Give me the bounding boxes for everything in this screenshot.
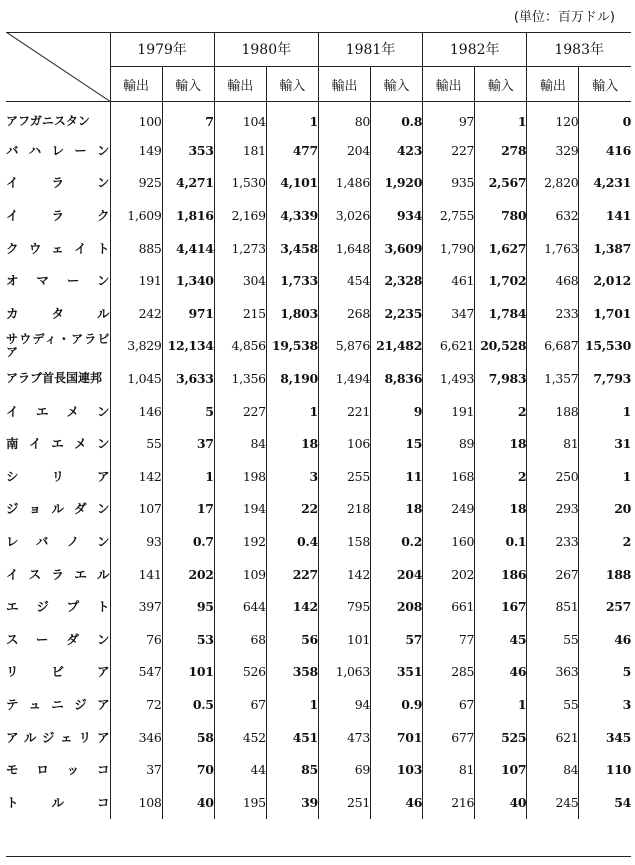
export-header: 輸出 [527, 67, 579, 102]
import-value: 257 [579, 590, 631, 623]
import-value: 345 [579, 721, 631, 754]
import-value: 46 [475, 656, 527, 689]
import-value: 46 [579, 623, 631, 656]
import-value: 8,190 [266, 362, 318, 395]
table-row [6, 264, 631, 297]
export-value: 67 [423, 688, 475, 721]
import-value: 7 [162, 102, 214, 135]
import-value: 0.2 [371, 525, 423, 558]
table-row [6, 786, 631, 819]
import-value: 8,836 [371, 362, 423, 395]
year-header: 1979年 [110, 32, 214, 67]
export-value: 55 [527, 688, 579, 721]
export-value: 1,494 [318, 362, 370, 395]
import-value: 1,816 [162, 199, 214, 232]
export-value: 168 [423, 460, 475, 493]
export-value: 149 [110, 134, 162, 167]
import-value: 142 [266, 590, 318, 623]
export-value: 1,063 [318, 656, 370, 689]
import-value: 353 [162, 134, 214, 167]
export-value: 242 [110, 297, 162, 330]
country-name: オマーン [6, 273, 110, 289]
export-value: 109 [214, 558, 266, 591]
export-value: 37 [110, 753, 162, 786]
export-value: 795 [318, 590, 370, 623]
import-value: 18 [475, 427, 527, 460]
export-value: 526 [214, 656, 266, 689]
table-row [6, 362, 631, 395]
export-value: 346 [110, 721, 162, 754]
table-row [6, 493, 631, 526]
import-header: 輸入 [579, 67, 631, 102]
import-value: 701 [371, 721, 423, 754]
export-value: 885 [110, 232, 162, 265]
export-value: 188 [527, 395, 579, 428]
export-value: 251 [318, 786, 370, 819]
export-value: 80 [318, 102, 370, 135]
year-header: 1980年 [214, 32, 318, 67]
export-value: 181 [214, 134, 266, 167]
import-value: 40 [475, 786, 527, 819]
export-value: 67 [214, 688, 266, 721]
import-value: 53 [162, 623, 214, 656]
year-header-row [6, 32, 631, 67]
import-value: 54 [579, 786, 631, 819]
export-value: 101 [318, 623, 370, 656]
export-value: 227 [423, 134, 475, 167]
country-name: カタル [6, 305, 110, 321]
import-value: 202 [162, 558, 214, 591]
import-value: 15 [371, 427, 423, 460]
import-value: 1,387 [579, 232, 631, 265]
import-value: 12,134 [162, 330, 214, 363]
import-value: 1,920 [371, 167, 423, 200]
import-value: 15,530 [579, 330, 631, 363]
import-value: 278 [475, 134, 527, 167]
import-value: 3,633 [162, 362, 214, 395]
import-value: 9 [371, 395, 423, 428]
export-value: 452 [214, 721, 266, 754]
export-value: 97 [423, 102, 475, 135]
import-value: 1 [162, 460, 214, 493]
table-row [6, 330, 631, 363]
export-value: 84 [214, 427, 266, 460]
export-value: 204 [318, 134, 370, 167]
export-value: 1,763 [527, 232, 579, 265]
import-value: 45 [475, 623, 527, 656]
import-value: 1,627 [475, 232, 527, 265]
import-value: 7,793 [579, 362, 631, 395]
import-value: 0.9 [371, 688, 423, 721]
export-value: 267 [527, 558, 579, 591]
import-value: 2 [475, 395, 527, 428]
export-value: 293 [527, 493, 579, 526]
table-row [6, 525, 631, 558]
export-value: 285 [423, 656, 475, 689]
export-header: 輸出 [110, 67, 162, 102]
export-value: 632 [527, 199, 579, 232]
export-value: 198 [214, 460, 266, 493]
export-value: 1,648 [318, 232, 370, 265]
export-value: 1,530 [214, 167, 266, 200]
import-value: 40 [162, 786, 214, 819]
import-value: 1,733 [266, 264, 318, 297]
export-value: 347 [423, 297, 475, 330]
export-value: 468 [527, 264, 579, 297]
export-value: 227 [214, 395, 266, 428]
country-name: シリア [6, 468, 110, 484]
import-header: 輸入 [475, 67, 527, 102]
import-value: 20 [579, 493, 631, 526]
export-value: 454 [318, 264, 370, 297]
export-value: 216 [423, 786, 475, 819]
import-value: 46 [371, 786, 423, 819]
export-value: 142 [110, 460, 162, 493]
export-value: 249 [423, 493, 475, 526]
import-value: 4,101 [266, 167, 318, 200]
import-value: 0.5 [162, 688, 214, 721]
country-name: モロッコ [6, 762, 110, 778]
import-value: 58 [162, 721, 214, 754]
table-row [6, 134, 631, 167]
export-value: 473 [318, 721, 370, 754]
country-name: ジョルダン [6, 501, 110, 517]
export-value: 191 [423, 395, 475, 428]
export-value: 304 [214, 264, 266, 297]
table-row [6, 721, 631, 754]
export-value: 851 [527, 590, 579, 623]
export-value: 89 [423, 427, 475, 460]
table-row [6, 753, 631, 786]
import-value: 3,458 [266, 232, 318, 265]
country-name: イラン [6, 175, 110, 191]
export-value: 191 [110, 264, 162, 297]
export-value: 84 [527, 753, 579, 786]
export-value: 218 [318, 493, 370, 526]
import-value: 7,983 [475, 362, 527, 395]
export-value: 142 [318, 558, 370, 591]
import-value: 3,609 [371, 232, 423, 265]
export-value: 1,356 [214, 362, 266, 395]
import-value: 1 [475, 102, 527, 135]
country-name: クウェイト [6, 240, 110, 256]
import-value: 0.1 [475, 525, 527, 558]
export-value: 4,856 [214, 330, 266, 363]
export-value: 215 [214, 297, 266, 330]
import-value: 0.4 [266, 525, 318, 558]
export-value: 93 [110, 525, 162, 558]
export-value: 1,486 [318, 167, 370, 200]
year-header: 1982年 [423, 32, 527, 67]
import-value: 19,538 [266, 330, 318, 363]
export-value: 76 [110, 623, 162, 656]
country-name: レバノン [6, 533, 110, 549]
import-value: 20,528 [475, 330, 527, 363]
import-value: 2,567 [475, 167, 527, 200]
trade-table [6, 32, 631, 819]
corner-diagonal [6, 32, 110, 101]
export-value: 255 [318, 460, 370, 493]
import-value: 167 [475, 590, 527, 623]
export-value: 55 [527, 623, 579, 656]
import-value: 141 [579, 199, 631, 232]
export-value: 195 [214, 786, 266, 819]
country-name: リビア [6, 664, 110, 680]
import-value: 39 [266, 786, 318, 819]
export-value: 1,045 [110, 362, 162, 395]
import-value: 31 [579, 427, 631, 460]
import-value: 0 [579, 102, 631, 135]
export-value: 146 [110, 395, 162, 428]
table-row [6, 102, 631, 135]
export-value: 104 [214, 102, 266, 135]
table-bottom-rule [6, 856, 631, 857]
export-value: 221 [318, 395, 370, 428]
import-value: 1 [579, 395, 631, 428]
import-value: 1,340 [162, 264, 214, 297]
import-value: 21,482 [371, 330, 423, 363]
import-value: 18 [475, 493, 527, 526]
import-value: 1,702 [475, 264, 527, 297]
import-value: 0.7 [162, 525, 214, 558]
export-value: 397 [110, 590, 162, 623]
table-row [6, 427, 631, 460]
country-name: イラク [6, 208, 110, 224]
export-value: 461 [423, 264, 475, 297]
export-header: 輸出 [423, 67, 475, 102]
import-value: 1 [266, 395, 318, 428]
import-value: 208 [371, 590, 423, 623]
export-value: 250 [527, 460, 579, 493]
table-row [6, 688, 631, 721]
export-value: 2,169 [214, 199, 266, 232]
table-row [6, 297, 631, 330]
export-value: 107 [110, 493, 162, 526]
country-name: テュニジア [6, 696, 110, 712]
table-row [6, 395, 631, 428]
country-name: 南イエメン [6, 436, 110, 452]
export-value: 158 [318, 525, 370, 558]
import-value: 2,235 [371, 297, 423, 330]
import-value: 351 [371, 656, 423, 689]
export-value: 72 [110, 688, 162, 721]
export-value: 1,273 [214, 232, 266, 265]
import-value: 2,328 [371, 264, 423, 297]
export-value: 661 [423, 590, 475, 623]
year-header: 1981年 [318, 32, 422, 67]
country-name: スーダン [6, 631, 110, 647]
export-value: 233 [527, 525, 579, 558]
country-name: サウディ・アラビア [6, 332, 110, 359]
export-value: 3,026 [318, 199, 370, 232]
import-value: 4,231 [579, 167, 631, 200]
export-value: 55 [110, 427, 162, 460]
country-name: アフガニスタン [6, 113, 90, 128]
import-value: 477 [266, 134, 318, 167]
export-value: 160 [423, 525, 475, 558]
export-value: 233 [527, 297, 579, 330]
import-value: 18 [266, 427, 318, 460]
import-value: 204 [371, 558, 423, 591]
export-value: 6,687 [527, 330, 579, 363]
import-value: 1 [579, 460, 631, 493]
import-value: 17 [162, 493, 214, 526]
export-value: 94 [318, 688, 370, 721]
table-row [6, 199, 631, 232]
table-row [6, 558, 631, 591]
export-value: 141 [110, 558, 162, 591]
import-value: 1 [266, 688, 318, 721]
country-name: アルジェリア [6, 729, 110, 745]
import-value: 451 [266, 721, 318, 754]
table-row [6, 232, 631, 265]
country-name: イエメン [6, 403, 110, 419]
import-value: 227 [266, 558, 318, 591]
import-value: 95 [162, 590, 214, 623]
import-value: 3 [266, 460, 318, 493]
import-value: 525 [475, 721, 527, 754]
import-value: 0.8 [371, 102, 423, 135]
export-value: 268 [318, 297, 370, 330]
export-value: 1,493 [423, 362, 475, 395]
import-value: 1 [266, 102, 318, 135]
import-value: 2 [579, 525, 631, 558]
export-value: 69 [318, 753, 370, 786]
country-name: バハレーン [6, 142, 110, 158]
export-value: 81 [423, 753, 475, 786]
import-value: 57 [371, 623, 423, 656]
import-value: 70 [162, 753, 214, 786]
export-value: 2,820 [527, 167, 579, 200]
export-value: 644 [214, 590, 266, 623]
export-value: 677 [423, 721, 475, 754]
export-value: 1,357 [527, 362, 579, 395]
import-value: 85 [266, 753, 318, 786]
export-value: 81 [527, 427, 579, 460]
import-value: 37 [162, 427, 214, 460]
import-header: 輸入 [162, 67, 214, 102]
table-row [6, 656, 631, 689]
export-header: 輸出 [214, 67, 266, 102]
export-header: 輸出 [318, 67, 370, 102]
country-name: アラブ首長国連邦 [6, 371, 103, 386]
import-value: 416 [579, 134, 631, 167]
import-value: 423 [371, 134, 423, 167]
import-value: 1 [475, 688, 527, 721]
import-value: 5 [579, 656, 631, 689]
corner-cell [6, 32, 110, 102]
import-value: 2,012 [579, 264, 631, 297]
country-name: トルコ [6, 794, 110, 810]
export-value: 106 [318, 427, 370, 460]
export-value: 3,829 [110, 330, 162, 363]
export-value: 1,790 [423, 232, 475, 265]
import-value: 2 [475, 460, 527, 493]
table-row [6, 623, 631, 656]
import-value: 56 [266, 623, 318, 656]
unit-label: (単位：百万ドル) [513, 10, 615, 25]
import-value: 358 [266, 656, 318, 689]
export-value: 108 [110, 786, 162, 819]
import-value: 971 [162, 297, 214, 330]
import-value: 11 [371, 460, 423, 493]
export-value: 68 [214, 623, 266, 656]
import-value: 1,701 [579, 297, 631, 330]
import-value: 1,803 [266, 297, 318, 330]
import-value: 186 [475, 558, 527, 591]
export-value: 935 [423, 167, 475, 200]
export-value: 194 [214, 493, 266, 526]
export-value: 5,876 [318, 330, 370, 363]
export-value: 547 [110, 656, 162, 689]
import-value: 107 [475, 753, 527, 786]
export-value: 621 [527, 721, 579, 754]
import-value: 3 [579, 688, 631, 721]
table-body [6, 102, 631, 819]
export-value: 77 [423, 623, 475, 656]
export-value: 100 [110, 102, 162, 135]
import-value: 4,414 [162, 232, 214, 265]
export-value: 329 [527, 134, 579, 167]
import-value: 780 [475, 199, 527, 232]
import-header: 輸入 [371, 67, 423, 102]
export-value: 202 [423, 558, 475, 591]
export-value: 192 [214, 525, 266, 558]
import-value: 4,339 [266, 199, 318, 232]
import-value: 188 [579, 558, 631, 591]
import-value: 110 [579, 753, 631, 786]
export-value: 120 [527, 102, 579, 135]
import-value: 934 [371, 199, 423, 232]
export-value: 925 [110, 167, 162, 200]
country-name: イスラエル [6, 566, 110, 582]
export-value: 363 [527, 656, 579, 689]
table-row [6, 460, 631, 493]
import-value: 4,271 [162, 167, 214, 200]
import-value: 1,784 [475, 297, 527, 330]
import-header: 輸入 [266, 67, 318, 102]
export-value: 44 [214, 753, 266, 786]
import-value: 103 [371, 753, 423, 786]
export-value: 1,609 [110, 199, 162, 232]
import-value: 101 [162, 656, 214, 689]
year-header: 1983年 [527, 32, 631, 67]
export-value: 6,621 [423, 330, 475, 363]
import-value: 18 [371, 493, 423, 526]
table-row [6, 167, 631, 200]
export-value: 2,755 [423, 199, 475, 232]
export-value: 245 [527, 786, 579, 819]
table-row [6, 590, 631, 623]
country-name: エジプト [6, 599, 110, 615]
import-value: 5 [162, 395, 214, 428]
import-value: 22 [266, 493, 318, 526]
